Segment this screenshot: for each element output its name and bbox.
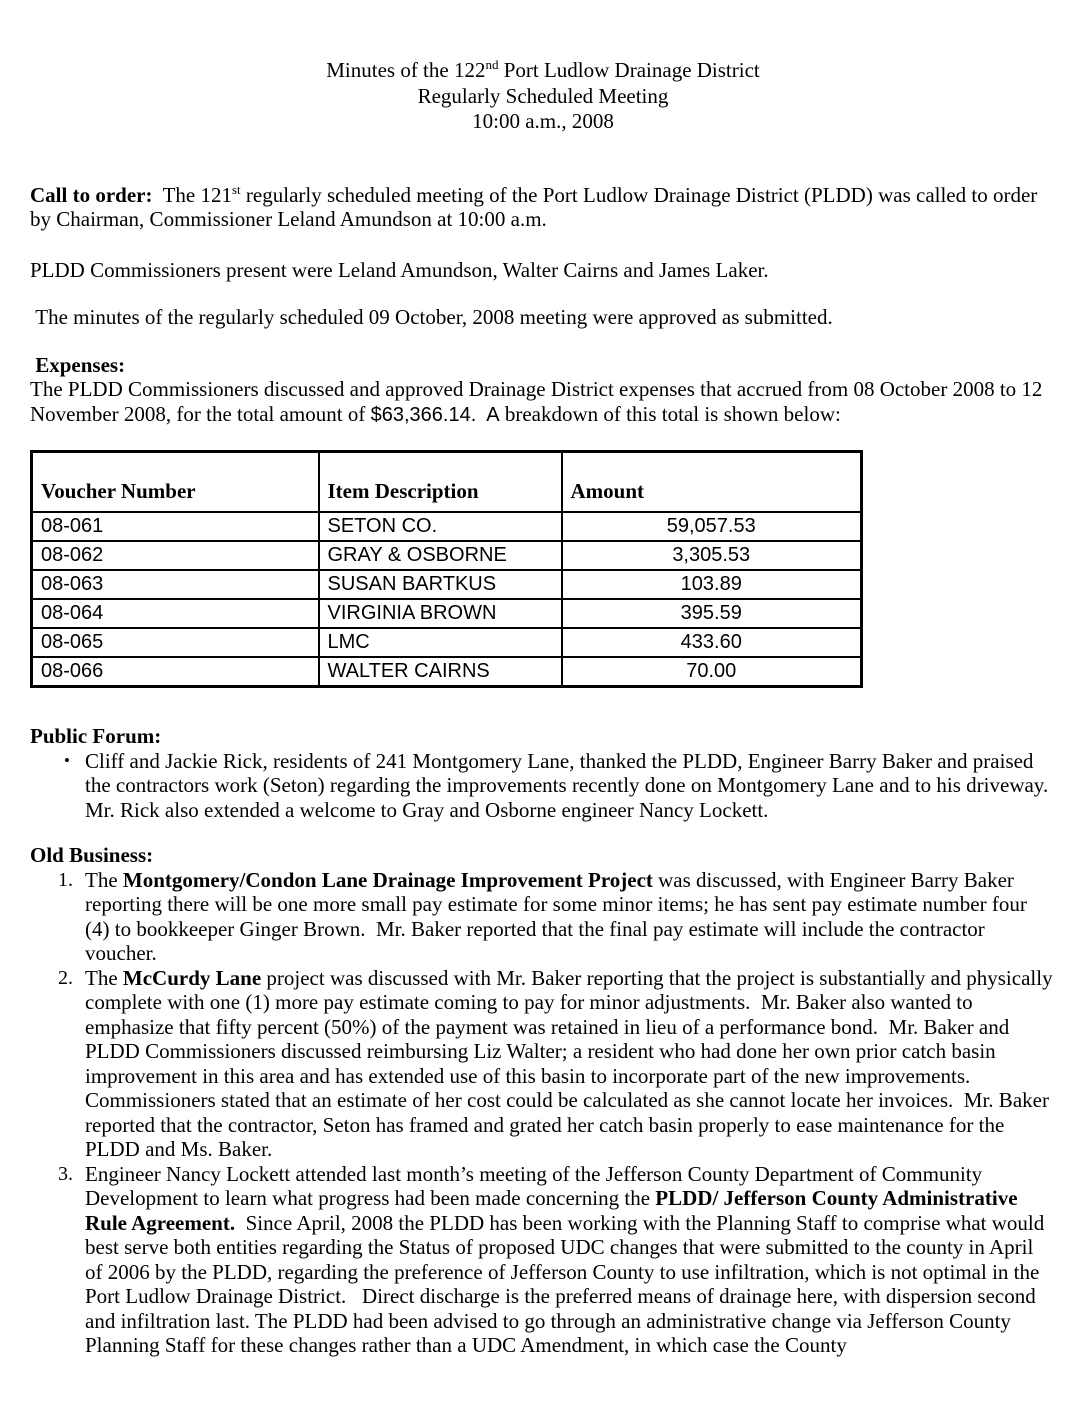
title-line-3: 10:00 a.m., 2008 [472,109,614,133]
call-to-order-text: The 121 [152,182,232,207]
table-row [32,657,862,687]
list-item [30,868,1056,966]
item-description-header: Item Description [319,452,562,513]
item-text-rest: Since April, 2008 the PLDD has been working with the Planning Staff to comprise what would best serve both entities regarding the Status of proposed UDC changes that were submitted to the county in April of 2006 by the PLDD, regarding the preference of Jefferson County to use infiltration, which is not optimal in the Port Ludlow Drainage District. Direct discharge is the preferred means of drainage here, with dispersion second and infiltration last. The PLDD had been advised to go through an administrative change via Jefferson County Planning Staff for these changes rather than a UDC Amendment, in which case the County [85,1210,1050,1357]
item-text: The [85,965,123,990]
amount-cell: 395.59 [562,599,862,628]
voucher-cell: 08-065 [32,628,319,657]
title-ordinal-superscript: nd [485,57,499,72]
expenses-heading: Expenses: [30,352,126,377]
table-row [32,599,862,628]
item-number: 2. [58,966,73,989]
description-cell: LMC [319,628,562,657]
list-item [30,966,1056,1162]
description-cell: VIRGINIA BROWN [319,599,562,628]
voucher-cell: 08-064 [32,599,319,628]
item-bold-text: Montgomery/Condon Lane Drainage Improvement Project [122,867,653,892]
amount-header: Amount [562,452,862,513]
amount-cell: 433.60 [562,628,862,657]
table-row [32,512,862,541]
call-to-order-paragraph [30,183,1056,232]
description-cell: WALTER CAIRNS [319,657,562,687]
title-line-2: Regularly Scheduled Meeting [417,83,669,108]
voucher-number-header: Voucher Number [32,452,319,513]
table-header-row [32,452,862,513]
table-row [32,628,862,657]
expense-table [30,450,863,688]
meeting-ordinal-superscript: st [232,181,241,197]
bullet-icon: • [64,750,70,770]
table-row [32,541,862,570]
call-to-order-label: Call to order: [30,182,153,207]
voucher-cell: 08-061 [32,512,319,541]
item-bold-text: McCurdy Lane [122,965,262,990]
amount-cell: 103.89 [562,570,862,599]
call-to-order-text-rest: regularly scheduled meeting of the Port Ludlow Drainage District (PLDD) was called to order by Chairman, Commissioner Leland Amundson at 10:00 a.m. [30,182,1043,231]
amount-cell: 3,305.53 [562,541,862,570]
item-bold-text: PLDD/ Jefferson County Administrative Rule Agreement. [85,1186,1023,1235]
commissioners-present-paragraph: PLDD Commissioners present were Leland Amundson, Walter Cairns and James Laker. [30,257,769,282]
item-number: 3. [58,1162,73,1185]
expenses-amount: $63,366.14. A [370,403,500,426]
title-line-1-rest: Port Ludlow Drainage District [498,58,760,82]
list-item [30,1162,1056,1358]
public-forum-heading: Public Forum: [30,724,162,748]
expenses-text: The PLDD Commissioners discussed and approved Drainage District expenses that accrued from 08 October 2008 to 12 November 2008, for the total amount of [30,377,1048,426]
old-business-list [30,868,1056,1358]
item-text: The [85,867,123,892]
bullet-text: Cliff and Jackie Rick, residents of 241 Montgomery Lane, thanked the PLDD, Engineer Barry Baker and praised the contractors work (Seton) regarding the improvements recently done on Montgomery Lane and to his driveway. Mr. Rick also extended a welcome to Gray and Osborne engineer Nancy Lockett. [85,748,1059,822]
public-forum-list [30,748,1059,823]
expenses-paragraph [30,377,1056,427]
voucher-cell: 08-066 [32,657,319,687]
title-line-1 [30,58,1056,84]
amount-cell: 70.00 [562,657,862,687]
item-text-rest: was discussed, with Engineer Barry Baker reporting there will be one more small pay estimate for some minor items; he has sent pay estimate number four (4) to bookkeeper Ginger Brown. Mr. Baker reported that the final pay estimate will include the contractor voucher. [85,867,1033,965]
description-cell: SUSAN BARTKUS [319,570,562,599]
item-text-rest: project was discussed with Mr. Baker reporting that the project is substantially and physically complete with one (1) more pay estimate coming to pay for minor adjustments. Mr. Baker also wanted to emphasize that fifty percent (50%) of the payment was retained in lieu of a performance bond. Mr. Baker and PLDD Commissioners discussed reimbursing Liz Walter; a resident who had done her own prior catch basin improvement in this area and has extended use of this basin to incorporate part of the new improvements. Commissioners stated that an estimate of her cost could be calculated as she cannot locate her invoices. Mr. Baker reported that the contractor, Seton has framed and grated her catch basin properly to ease maintenance for the PLDD and Ms. Baker. [85,965,1058,1161]
list-item [30,748,1059,823]
old-business-heading: Old Business: [30,843,154,867]
description-cell: GRAY & OSBORNE [319,541,562,570]
description-cell: SETON CO. [319,512,562,541]
minutes-approved-paragraph: The minutes of the regularly scheduled 09 October, 2008 meeting were approved as submitted. [30,305,833,329]
item-number: 1. [58,868,73,891]
item-text: Engineer Nancy Lockett attended last month’s meeting of the Jefferson County Department of Community Development to learn what progress had been made concerning the [85,1161,988,1210]
table-row [32,570,862,599]
document-title [30,58,1056,135]
voucher-cell: 08-062 [32,541,319,570]
title-line-1-text: Minutes of the 122 [326,58,486,82]
amount-cell: 59,057.53 [562,512,862,541]
expenses-text-rest: breakdown of this total is shown below: [499,401,841,426]
voucher-cell: 08-063 [32,570,319,599]
